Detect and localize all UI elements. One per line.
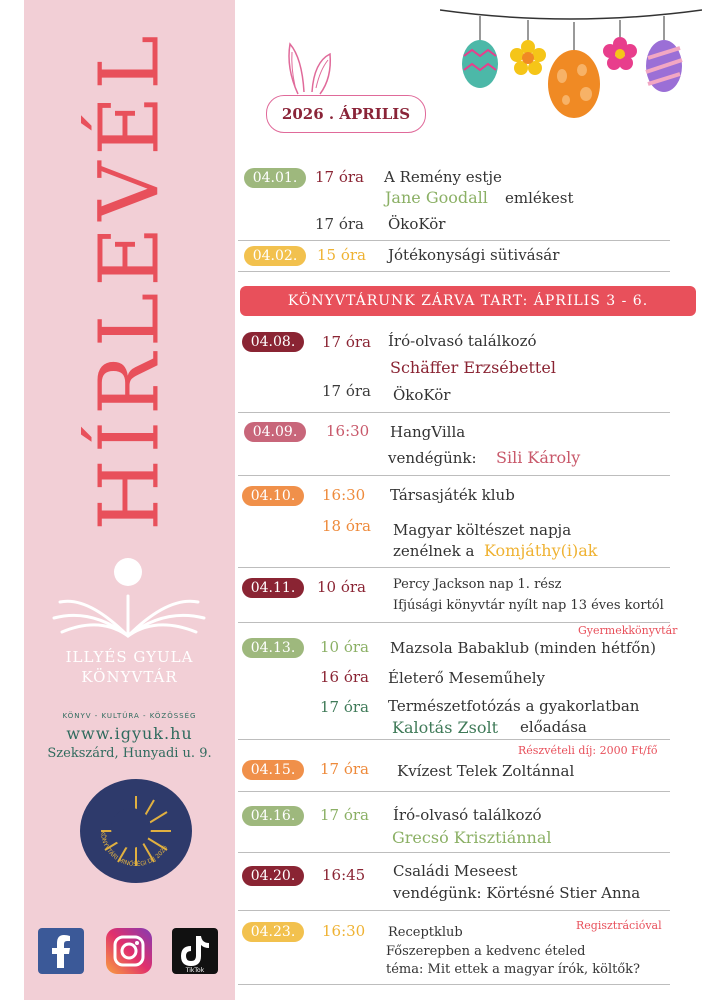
- event-title: ÖkoKör: [393, 386, 451, 404]
- event-detail: zenélnek a: [393, 542, 475, 560]
- event-title: HangVilla: [390, 423, 466, 441]
- bunny-ears-icon: [284, 38, 336, 96]
- event-time: 16:30: [322, 922, 366, 940]
- event-title: Jótékonysági sütivásár: [388, 246, 560, 264]
- event-title: Percy Jackson nap 1. rész: [393, 577, 562, 592]
- library-name-line1: ILLYÉS GYULA: [65, 648, 194, 666]
- event-title: Író-olvasó találkozó: [393, 806, 542, 824]
- divider: [238, 412, 670, 413]
- event-guest: Sili Károly: [496, 448, 581, 467]
- event-time: 10 óra: [320, 638, 369, 656]
- event-time: 10 óra: [317, 578, 366, 596]
- event-detail: vendégünk: Körtésné Stier Anna: [393, 884, 641, 902]
- instagram-icon[interactable]: [106, 928, 152, 974]
- event-date-0416: 04.16.: [242, 806, 304, 826]
- event-date-0423: 04.23.: [242, 922, 304, 942]
- library-name-line2: KÖNYVTÁR: [81, 668, 178, 686]
- divider: [238, 910, 670, 911]
- event-time: 16:30: [326, 422, 370, 440]
- event-time: 16:30: [322, 486, 366, 504]
- divider: [238, 622, 670, 623]
- event-date-0415: 04.15.: [242, 760, 304, 780]
- closure-notice-banner: KÖNYVTÁRUNK ZÁRVA TART: ÁPRILIS 3 - 6.: [240, 286, 696, 316]
- divider: [238, 475, 670, 476]
- event-guest: Kalotás Zsolt: [392, 718, 499, 737]
- event-date-0413: 04.13.: [242, 638, 304, 658]
- event-guest: Komjáthy(i)ak: [484, 541, 598, 560]
- svg-text:TikTok: TikTok: [185, 967, 205, 974]
- event-title: Természetfotózás a gyakorlatban: [388, 697, 640, 715]
- divider: [238, 271, 670, 272]
- event-time: 17 óra: [315, 215, 364, 233]
- event-guest: Grecsó Krisztiánnal: [392, 828, 552, 847]
- event-time: 17 óra: [320, 698, 369, 716]
- divider: [238, 791, 670, 792]
- event-title: Magyar költészet napja: [393, 521, 572, 539]
- event-date-0408: 04.08.: [242, 332, 304, 352]
- event-time: 17 óra: [315, 168, 364, 186]
- event-detail: emlékest: [505, 189, 574, 207]
- divider: [238, 739, 670, 740]
- event-detail: Főszerepben a kedvenc ételed: [386, 944, 586, 959]
- library-tagline: KÖNYV - KULTÚRA - KÖZÖSSÉG: [62, 712, 197, 720]
- event-title: Családi Meseest: [393, 862, 518, 880]
- event-date-0402: 04.02.: [244, 246, 306, 266]
- event-time: 18 óra: [322, 517, 371, 535]
- event-title: Életerő Meseműhely: [388, 669, 546, 687]
- event-title: Író-olvasó találkozó: [388, 332, 537, 350]
- event-date-0410: 04.10.: [242, 486, 304, 506]
- library-logo-icon: [48, 556, 218, 646]
- event-time: 16:45: [322, 866, 366, 884]
- event-detail: vendégünk:: [388, 449, 477, 467]
- event-time: 17 óra: [320, 760, 369, 778]
- event-time: 15 óra: [317, 246, 366, 264]
- website-link[interactable]: www.igyuk.hu: [66, 724, 193, 743]
- event-guest: Jane Goodall: [385, 188, 488, 207]
- event-time: 17 óra: [322, 333, 371, 351]
- event-date-0409: 04.09.: [244, 422, 306, 442]
- event-date-0411: 04.11.: [242, 578, 304, 598]
- event-time: 17 óra: [322, 382, 371, 400]
- issue-date-badge: 2026 . ÁPRILIS: [266, 95, 426, 133]
- tiktok-icon[interactable]: [172, 928, 218, 974]
- event-time: 16 óra: [320, 668, 369, 686]
- event-detail: téma: Mit ettek a magyar írók, költők?: [386, 962, 641, 977]
- event-title: Receptklub: [388, 925, 463, 940]
- event-note: Gyermekkönyvtár: [578, 624, 678, 637]
- event-note: Regisztrációval: [576, 919, 662, 932]
- event-note: Részvételi díj: 2000 Ft/fő: [518, 744, 658, 757]
- newsletter-title: HÍRLEVÉL: [82, 29, 178, 531]
- divider: [238, 984, 670, 985]
- library-address: Szekszárd, Hunyadi u. 9.: [47, 746, 212, 761]
- divider: [238, 852, 670, 853]
- event-title: A Remény estje: [384, 168, 502, 186]
- event-guest: Schäffer Erzsébettel: [390, 358, 556, 377]
- facebook-icon[interactable]: [38, 928, 84, 974]
- event-title: Társasjáték klub: [390, 486, 515, 504]
- event-date-0401: 04.01.: [244, 168, 306, 188]
- divider: [238, 240, 670, 241]
- divider: [238, 567, 670, 568]
- event-title: ÖkoKör: [388, 215, 446, 233]
- easter-garland-icon: [440, 0, 702, 122]
- event-detail: előadása: [520, 718, 587, 736]
- event-time: 17 óra: [320, 806, 369, 824]
- event-date-0420: 04.20.: [242, 866, 304, 886]
- event-title: Mazsola Babaklub (minden hétfőn): [390, 639, 656, 657]
- svg-text:KÖNYVTÁRI MINŐSÉGI DÍJ 2025: KÖNYVTÁRI MINŐSÉGI DÍJ 2025: [98, 830, 170, 869]
- event-title: Kvízest Telek Zoltánnal: [397, 762, 575, 780]
- quality-award-badge-icon: [79, 778, 193, 884]
- event-detail: Ifjúsági könyvtár nyílt nap 13 éves kortól: [393, 598, 664, 613]
